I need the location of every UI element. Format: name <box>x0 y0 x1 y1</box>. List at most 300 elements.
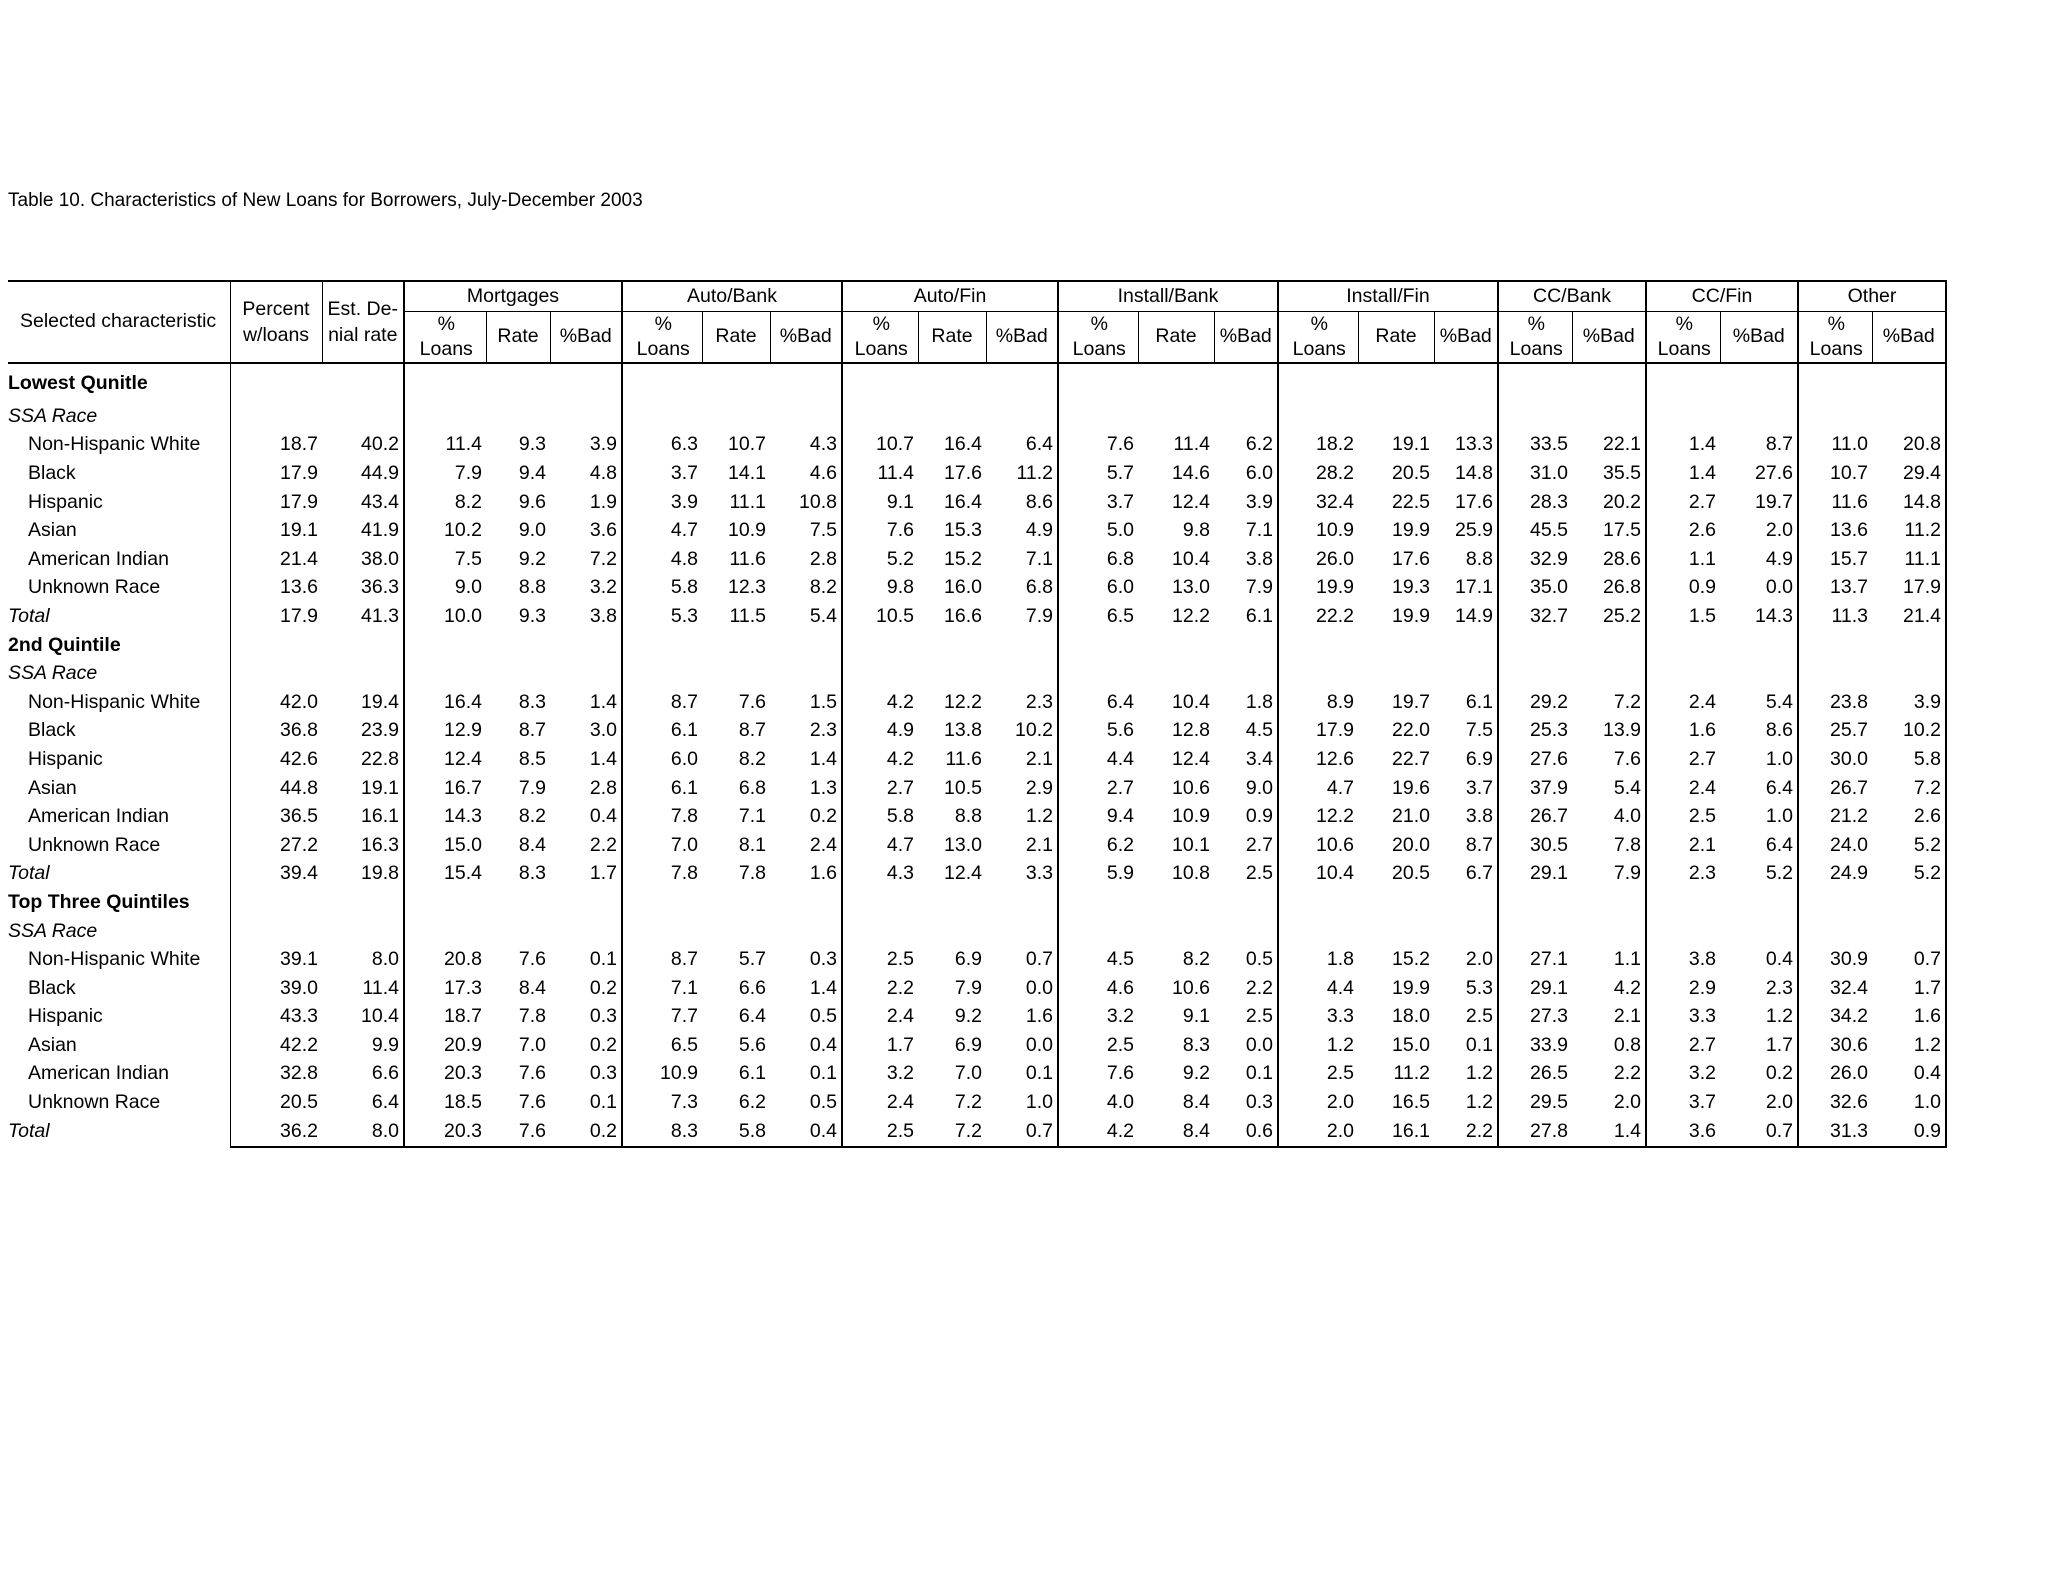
cell-value: 5.8 <box>702 1117 770 1147</box>
cell-value: 0.3 <box>809 948 837 971</box>
empty-cell <box>1872 402 1946 431</box>
cell-value: 13.3 <box>1455 433 1493 456</box>
row-label: Asian <box>28 1033 77 1056</box>
cell-value: 6.1 <box>622 774 702 803</box>
empty-cell <box>1434 631 1498 660</box>
cell-value: 9.4 <box>518 462 546 485</box>
cell-value: 8.2 <box>518 805 546 828</box>
cell-value: 12.4 <box>1172 747 1210 770</box>
empty-cell <box>1720 888 1798 917</box>
empty-cell <box>230 363 322 402</box>
empty-cell <box>230 631 322 660</box>
table-row <box>8 459 1946 488</box>
cell-value: 0.9 <box>1872 1117 1946 1147</box>
cell-value: 1.4 <box>809 747 837 770</box>
header-row-groups <box>8 281 1946 311</box>
cell-value: 3.9 <box>1245 490 1273 513</box>
cell-value: 7.1 <box>622 974 702 1003</box>
cell-value: 5.6 <box>1058 717 1138 746</box>
cell-value: 10.9 <box>622 1060 702 1089</box>
cell-value: 9.8 <box>1182 519 1210 542</box>
empty-cell <box>1720 917 1798 946</box>
empty-cell <box>1358 363 1434 402</box>
cell-value: 20.2 <box>1603 490 1641 513</box>
cell-value: 5.4 <box>1613 776 1641 799</box>
cell-value: 12.3 <box>728 576 766 599</box>
cell-value: 4.6 <box>809 462 837 485</box>
header-group-other: Other <box>1798 281 1946 311</box>
cell-value: 0.2 <box>809 805 837 828</box>
row-label: Unknown Race <box>28 833 161 856</box>
cell-value: 5.6 <box>738 1033 766 1056</box>
empty-cell <box>1138 402 1214 431</box>
cell-value: 3.3 <box>1278 1003 1358 1032</box>
cell-value: 9.2 <box>954 1005 982 1028</box>
cell-value: 10.8 <box>799 490 837 513</box>
cell-value: 8.2 <box>404 488 486 517</box>
cell-value: 35.0 <box>1498 574 1572 603</box>
cell-value: 9.2 <box>1182 1062 1210 1085</box>
cell-value: 7.2 <box>589 547 617 570</box>
empty-cell <box>1214 660 1278 689</box>
row-label: Hispanic <box>28 490 103 513</box>
cell-value: 4.0 <box>1613 805 1641 828</box>
cell-value: 0.5 <box>1245 948 1273 971</box>
table-title: Table 10. Characteristics of New Loans for Borrowers, July-December 2003 <box>8 190 643 211</box>
cell-value: 2.6 <box>1872 803 1946 832</box>
header-col-cc-fin-bad: %Bad <box>1720 311 1798 363</box>
cell-value: 26.0 <box>1798 1060 1872 1089</box>
cell-value: 6.1 <box>1245 604 1273 627</box>
cell-value: 44.9 <box>361 462 399 485</box>
cell-value: 29.1 <box>1498 860 1572 889</box>
cell-value: 28.6 <box>1603 547 1641 570</box>
cell-value: 4.8 <box>589 462 617 485</box>
cell-value: 1.4 <box>1572 1117 1646 1147</box>
cell-value: 1.2 <box>1872 1031 1946 1060</box>
cell-value: 1.0 <box>1765 747 1793 770</box>
header-selected-characteristic: Selected characteristic <box>8 281 230 363</box>
cell-value: 2.9 <box>1025 776 1053 799</box>
row-label: Non-Hispanic White <box>28 433 201 456</box>
cell-value: 20.3 <box>404 1117 486 1147</box>
empty-cell <box>702 660 770 689</box>
header-col-install-fin-bad: %Bad <box>1434 311 1498 363</box>
cell-value: 2.5 <box>1245 1005 1273 1028</box>
subheading-ssa-race-label: SSA Race <box>8 404 98 427</box>
cell-value: 30.9 <box>1798 946 1872 975</box>
cell-value: 21.4 <box>1872 602 1946 631</box>
cell-value: 6.2 <box>738 1091 766 1114</box>
empty-cell <box>702 402 770 431</box>
empty-cell <box>1872 363 1946 402</box>
cell-value: 19.9 <box>1278 574 1358 603</box>
cell-value: 1.6 <box>1872 1003 1946 1032</box>
cell-value: 10.6 <box>1172 976 1210 999</box>
cell-value: 12.2 <box>1172 604 1210 627</box>
cell-value: 7.8 <box>518 1005 546 1028</box>
cell-value: 2.2 <box>589 833 617 856</box>
empty-cell <box>842 660 918 689</box>
header-col-cc-fin-loans: % Loans <box>1646 311 1720 363</box>
cell-value: 7.9 <box>518 776 546 799</box>
cell-value: 22.7 <box>1392 747 1430 770</box>
cell-value: 2.2 <box>1613 1062 1641 1085</box>
cell-value: 11.4 <box>1173 433 1210 456</box>
cell-value: 3.2 <box>1058 1003 1138 1032</box>
cell-value: 7.0 <box>622 831 702 860</box>
empty-cell <box>1214 402 1278 431</box>
cell-value: 7.6 <box>842 517 918 546</box>
cell-value: 6.4 <box>1765 776 1793 799</box>
empty-cell <box>1434 660 1498 689</box>
cell-value: 6.6 <box>371 1062 399 1085</box>
cell-value: 19.7 <box>1755 490 1793 513</box>
cell-value: 2.2 <box>842 974 918 1003</box>
cell-value: 13.7 <box>1798 574 1872 603</box>
cell-value: 1.0 <box>1765 805 1793 828</box>
cell-value: 0.7 <box>1025 948 1053 971</box>
cell-value: 2.1 <box>1025 747 1053 770</box>
cell-value: 1.7 <box>589 862 617 885</box>
cell-value: 20.3 <box>404 1060 486 1089</box>
cell-value: 29.5 <box>1498 1089 1572 1118</box>
empty-cell <box>918 888 986 917</box>
cell-value: 7.0 <box>954 1062 982 1085</box>
cell-value: 14.1 <box>728 462 766 485</box>
cell-value: 15.2 <box>1392 948 1430 971</box>
cell-value: 2.0 <box>1765 519 1793 542</box>
header-group-auto-bank: Auto/Bank <box>622 281 842 311</box>
cell-value: 8.1 <box>738 833 766 856</box>
cell-value: 22.2 <box>1278 602 1358 631</box>
cell-value: 22.5 <box>1392 490 1430 513</box>
cell-value: 9.2 <box>518 547 546 570</box>
cell-value: 7.6 <box>1058 431 1138 460</box>
empty-cell <box>550 363 622 402</box>
cell-value: 40.2 <box>361 433 399 456</box>
cell-value: 2.9 <box>1646 974 1720 1003</box>
cell-value: 7.1 <box>738 805 766 828</box>
cell-value: 7.8 <box>1613 833 1641 856</box>
section-heading-2nd-quintile-label: 2nd Quintile <box>8 633 121 656</box>
empty-cell <box>1434 363 1498 402</box>
cell-value: 6.8 <box>738 776 766 799</box>
cell-value: 5.2 <box>1872 860 1946 889</box>
empty-cell <box>1798 402 1872 431</box>
cell-value: 6.4 <box>1765 833 1793 856</box>
cell-value: 23.9 <box>361 719 399 742</box>
empty-cell <box>1278 917 1358 946</box>
empty-cell <box>1720 402 1798 431</box>
cell-value: 17.6 <box>1392 547 1430 570</box>
empty-cell <box>404 402 486 431</box>
empty-cell <box>404 631 486 660</box>
cell-value: 11.3 <box>1798 602 1872 631</box>
cell-value: 16.6 <box>944 604 982 627</box>
cell-value: 44.8 <box>230 774 322 803</box>
cell-value: 5.0 <box>1058 517 1138 546</box>
cell-value: 19.7 <box>1392 690 1430 713</box>
cell-value: 5.8 <box>1872 745 1946 774</box>
cell-value: 3.3 <box>1646 1003 1720 1032</box>
cell-value: 10.5 <box>944 776 982 799</box>
cell-value: 2.5 <box>1646 803 1720 832</box>
cell-value: 7.5 <box>404 545 486 574</box>
cell-value: 10.2 <box>404 517 486 546</box>
row-label: Total <box>8 862 50 885</box>
cell-value: 2.0 <box>1278 1089 1358 1118</box>
cell-value: 16.1 <box>361 805 399 828</box>
table-row <box>8 1031 1946 1060</box>
cell-value: 8.6 <box>1765 719 1793 742</box>
cell-value: 6.5 <box>622 1031 702 1060</box>
cell-value: 5.8 <box>842 803 918 832</box>
header-group-auto-fin: Auto/Fin <box>842 281 1058 311</box>
cell-value: 2.4 <box>842 1089 918 1118</box>
header-col-auto-bank-bad: %Bad <box>770 311 842 363</box>
cell-value: 5.3 <box>622 602 702 631</box>
cell-value: 7.0 <box>518 1033 546 1056</box>
empty-cell <box>986 631 1058 660</box>
cell-value: 3.6 <box>589 519 617 542</box>
cell-value: 16.1 <box>1358 1117 1434 1147</box>
cell-value: 2.6 <box>1646 517 1720 546</box>
empty-cell <box>770 917 842 946</box>
cell-value: 4.3 <box>809 433 837 456</box>
cell-value: 0.5 <box>809 1005 837 1028</box>
cell-value: 20.5 <box>1392 862 1430 885</box>
cell-value: 14.3 <box>404 803 486 832</box>
cell-value: 20.5 <box>1392 462 1430 485</box>
cell-value: 36.5 <box>230 803 322 832</box>
cell-value: 7.9 <box>1025 604 1053 627</box>
header-col-install-bank-bad: %Bad <box>1214 311 1278 363</box>
cell-value: 7.2 <box>1613 690 1641 713</box>
cell-value: 3.2 <box>589 576 617 599</box>
empty-cell <box>1058 917 1138 946</box>
empty-cell <box>322 888 404 917</box>
cell-value: 22.1 <box>1603 433 1641 456</box>
cell-value: 33.9 <box>1498 1031 1572 1060</box>
cell-value: 28.3 <box>1498 488 1572 517</box>
cell-value: 32.6 <box>1798 1089 1872 1118</box>
cell-value: 7.6 <box>518 1091 546 1114</box>
cell-value: 10.7 <box>842 431 918 460</box>
empty-cell <box>918 631 986 660</box>
cell-value: 8.4 <box>1138 1117 1214 1147</box>
cell-value: 10.4 <box>1172 547 1210 570</box>
cell-value: 0.5 <box>809 1091 837 1114</box>
empty-cell <box>842 631 918 660</box>
empty-cell <box>1646 363 1720 402</box>
cell-value: 0.2 <box>589 1033 617 1056</box>
empty-cell <box>1214 888 1278 917</box>
cell-value: 2.1 <box>1646 831 1720 860</box>
cell-value: 36.3 <box>361 576 399 599</box>
empty-cell <box>1358 917 1434 946</box>
empty-cell <box>1572 402 1646 431</box>
cell-value: 4.2 <box>1613 976 1641 999</box>
cell-value: 8.8 <box>1465 547 1493 570</box>
header-percent-w-loans <box>230 281 322 363</box>
cell-value: 19.3 <box>1392 576 1430 599</box>
empty-cell <box>622 660 702 689</box>
cell-value: 6.9 <box>954 948 982 971</box>
cell-value: 0.0 <box>1025 976 1053 999</box>
cell-value: 38.0 <box>361 547 399 570</box>
cell-value: 13.6 <box>1798 517 1872 546</box>
cell-value: 2.7 <box>1646 488 1720 517</box>
cell-value: 2.5 <box>1058 1031 1138 1060</box>
empty-cell <box>1214 917 1278 946</box>
cell-value: 13.0 <box>944 833 982 856</box>
cell-value: 0.7 <box>1720 1117 1798 1147</box>
empty-cell <box>1572 917 1646 946</box>
cell-value: 1.9 <box>589 490 617 513</box>
cell-value: 4.2 <box>842 745 918 774</box>
cell-value: 35.5 <box>1603 462 1641 485</box>
cell-value: 8.3 <box>518 690 546 713</box>
empty-cell <box>1572 631 1646 660</box>
header-percent-line2: w/loans <box>242 324 310 347</box>
table-row <box>8 1060 1946 1089</box>
subheading-ssa-race <box>8 402 1946 431</box>
cell-value: 16.0 <box>944 576 982 599</box>
cell-value: 2.5 <box>1278 1060 1358 1089</box>
cell-value: 2.1 <box>1613 1005 1641 1028</box>
table-row <box>8 974 1946 1003</box>
cell-value: 6.5 <box>1058 602 1138 631</box>
cell-value: 39.4 <box>230 860 322 889</box>
cell-value: 9.6 <box>518 490 546 513</box>
empty-cell <box>322 631 404 660</box>
cell-value: 5.7 <box>738 948 766 971</box>
empty-cell <box>1434 888 1498 917</box>
cell-value: 11.5 <box>729 604 766 627</box>
cell-value: 17.5 <box>1603 519 1641 542</box>
empty-cell <box>1278 888 1358 917</box>
cell-value: 7.6 <box>738 690 766 713</box>
empty-cell <box>1278 631 1358 660</box>
cell-value: 30.6 <box>1798 1031 1872 1060</box>
empty-cell <box>1058 631 1138 660</box>
cell-value: 8.4 <box>518 833 546 856</box>
cell-value: 7.5 <box>1465 719 1493 742</box>
subheading-ssa-race-label: SSA Race <box>8 919 98 942</box>
cell-value: 1.4 <box>1646 459 1720 488</box>
cell-value: 16.4 <box>404 688 486 717</box>
cell-value: 42.0 <box>230 688 322 717</box>
empty-cell <box>322 917 404 946</box>
cell-value: 10.8 <box>1172 862 1210 885</box>
cell-value: 3.9 <box>622 488 702 517</box>
cell-value: 9.1 <box>1182 1005 1210 1028</box>
cell-value: 6.9 <box>954 1033 982 1056</box>
cell-value: 6.3 <box>622 431 702 460</box>
empty-cell <box>486 888 550 917</box>
cell-value: 21.0 <box>1392 805 1430 828</box>
cell-value: 41.9 <box>361 519 399 542</box>
cell-value: 14.9 <box>1455 604 1493 627</box>
empty-cell <box>702 917 770 946</box>
empty-cell <box>550 917 622 946</box>
cell-value: 10.9 <box>728 519 766 542</box>
table-row <box>8 831 1946 860</box>
cell-value: 12.2 <box>1278 803 1358 832</box>
cell-value: 1.2 <box>1465 1091 1493 1114</box>
empty-cell <box>702 363 770 402</box>
empty-cell <box>1058 402 1138 431</box>
cell-value: 8.7 <box>1765 433 1793 456</box>
empty-cell <box>1138 888 1214 917</box>
cell-value: 0.3 <box>1245 1091 1273 1114</box>
cell-value: 42.2 <box>230 1031 322 1060</box>
cell-value: 4.4 <box>1278 974 1358 1003</box>
cell-value: 3.7 <box>622 459 702 488</box>
row-label: Black <box>28 462 76 485</box>
cell-value: 7.2 <box>954 1091 982 1114</box>
cell-value: 6.8 <box>1058 545 1138 574</box>
cell-value: 1.0 <box>1872 1089 1946 1118</box>
table-row <box>8 488 1946 517</box>
cell-value: 4.3 <box>842 860 918 889</box>
empty-cell <box>1434 402 1498 431</box>
cell-value: 10.7 <box>1798 459 1872 488</box>
cell-value: 17.9 <box>230 488 322 517</box>
empty-cell <box>1498 631 1572 660</box>
empty-cell <box>770 402 842 431</box>
cell-value: 15.3 <box>944 519 982 542</box>
empty-cell <box>322 660 404 689</box>
empty-cell <box>986 363 1058 402</box>
cell-value: 26.0 <box>1278 545 1358 574</box>
cell-value: 9.8 <box>842 574 918 603</box>
cell-value: 1.6 <box>809 862 837 885</box>
cell-value: 9.3 <box>518 604 546 627</box>
cell-value: 11.6 <box>1798 488 1872 517</box>
cell-value: 0.1 <box>1245 1062 1273 1085</box>
cell-value: 27.3 <box>1498 1003 1572 1032</box>
cell-value: 0.7 <box>1872 946 1946 975</box>
cell-value: 7.2 <box>918 1117 986 1147</box>
cell-value: 45.5 <box>1498 517 1572 546</box>
cell-value: 13.8 <box>944 719 982 742</box>
cell-value: 7.9 <box>1245 576 1273 599</box>
cell-value: 7.6 <box>518 948 546 971</box>
cell-value: 6.2 <box>1058 831 1138 860</box>
empty-cell <box>486 917 550 946</box>
empty-cell <box>1358 631 1434 660</box>
cell-value: 43.4 <box>361 490 399 513</box>
empty-cell <box>842 917 918 946</box>
cell-value: 0.9 <box>1646 574 1720 603</box>
cell-value: 4.9 <box>842 717 918 746</box>
cell-value: 0.4 <box>809 1033 837 1056</box>
cell-value: 18.7 <box>404 1003 486 1032</box>
cell-value: 2.3 <box>1646 860 1720 889</box>
cell-value: 32.4 <box>1278 488 1358 517</box>
cell-value: 21.4 <box>230 545 322 574</box>
cell-value: 8.0 <box>322 1117 404 1147</box>
table-row <box>8 574 1946 603</box>
row-label: American Indian <box>28 1062 169 1085</box>
empty-cell <box>230 660 322 689</box>
empty-cell <box>622 917 702 946</box>
cell-value: 1.4 <box>589 690 617 713</box>
cell-value: 39.1 <box>230 946 322 975</box>
header-col-other-loans: % Loans <box>1798 311 1872 363</box>
